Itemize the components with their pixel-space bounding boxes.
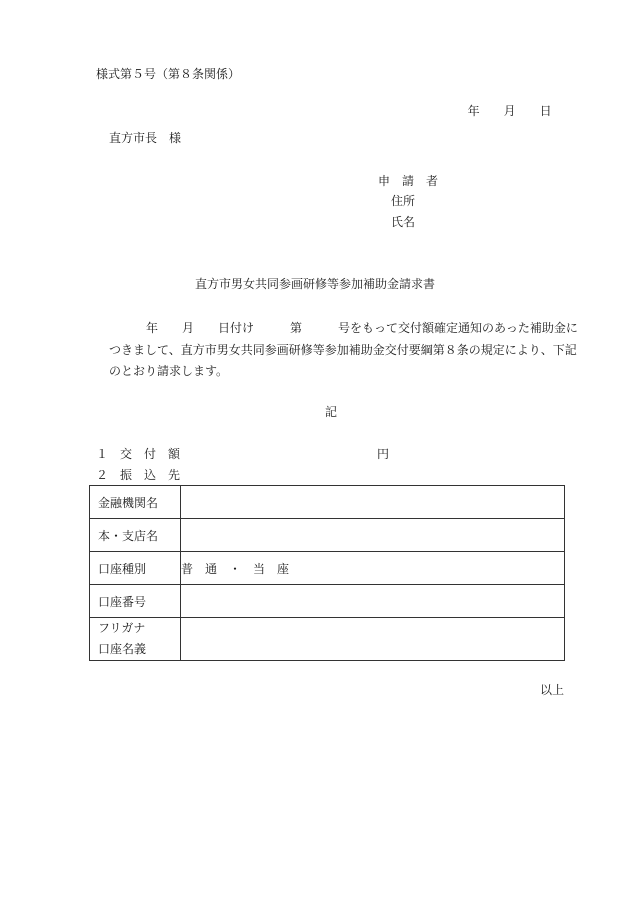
- date-year: 年: [467, 104, 480, 118]
- bank-name-value[interactable]: [181, 486, 565, 519]
- date-day: 日: [539, 104, 552, 118]
- furigana-label: フリガナ: [98, 621, 146, 635]
- account-type-label: 口座種別: [90, 552, 181, 585]
- account-holder-value[interactable]: [181, 618, 565, 661]
- account-holder-label-cell: [90, 618, 181, 661]
- bank-name-label: 金融機関名: [90, 486, 181, 519]
- bank-info-table: [89, 485, 565, 661]
- applicant-heading: 申 請 者: [378, 174, 439, 188]
- table-row-bank-name: [90, 486, 565, 519]
- ki-heading: 記: [324, 405, 337, 419]
- addressee: 直方市長 様: [109, 131, 182, 145]
- account-holder-label: 口座名義: [98, 642, 147, 656]
- table-row-account-number: [90, 585, 565, 618]
- closing-text: 以上: [540, 683, 565, 697]
- branch-name-value[interactable]: [181, 519, 565, 552]
- body-line-2: つきまして、直方市男女共同参画研修等参加補助金交付要綱第８条の規定により、下記: [109, 343, 577, 357]
- applicant-address-label: 住所: [391, 194, 416, 208]
- table-row-account-holder: [90, 618, 565, 661]
- date-line: [460, 87, 552, 119]
- grant-amount-unit: 円: [377, 447, 390, 461]
- grant-amount-label: １ 交 付 額: [96, 447, 181, 461]
- date-month: 月: [503, 104, 516, 118]
- body-line-3: のとおり請求します。: [109, 364, 229, 378]
- applicant-name-label: 氏名: [391, 215, 416, 229]
- body-line-1: 年 月 日付け 第 号をもって交付額確定通知のあった補助金に: [146, 321, 578, 335]
- form-number: 様式第５号（第８条関係）: [96, 67, 241, 81]
- account-number-value[interactable]: [181, 585, 565, 618]
- document-title: 直方市男女共同参画研修等参加補助金請求書: [194, 277, 435, 291]
- table-row-branch-name: [90, 519, 565, 552]
- table-row-account-type: [90, 552, 565, 585]
- transfer-destination-label: ２ 振 込 先: [96, 468, 181, 482]
- account-number-label: 口座番号: [90, 585, 181, 618]
- account-type-options[interactable]: 普 通 ・ 当 座: [181, 552, 565, 585]
- branch-name-label: 本・支店名: [90, 519, 181, 552]
